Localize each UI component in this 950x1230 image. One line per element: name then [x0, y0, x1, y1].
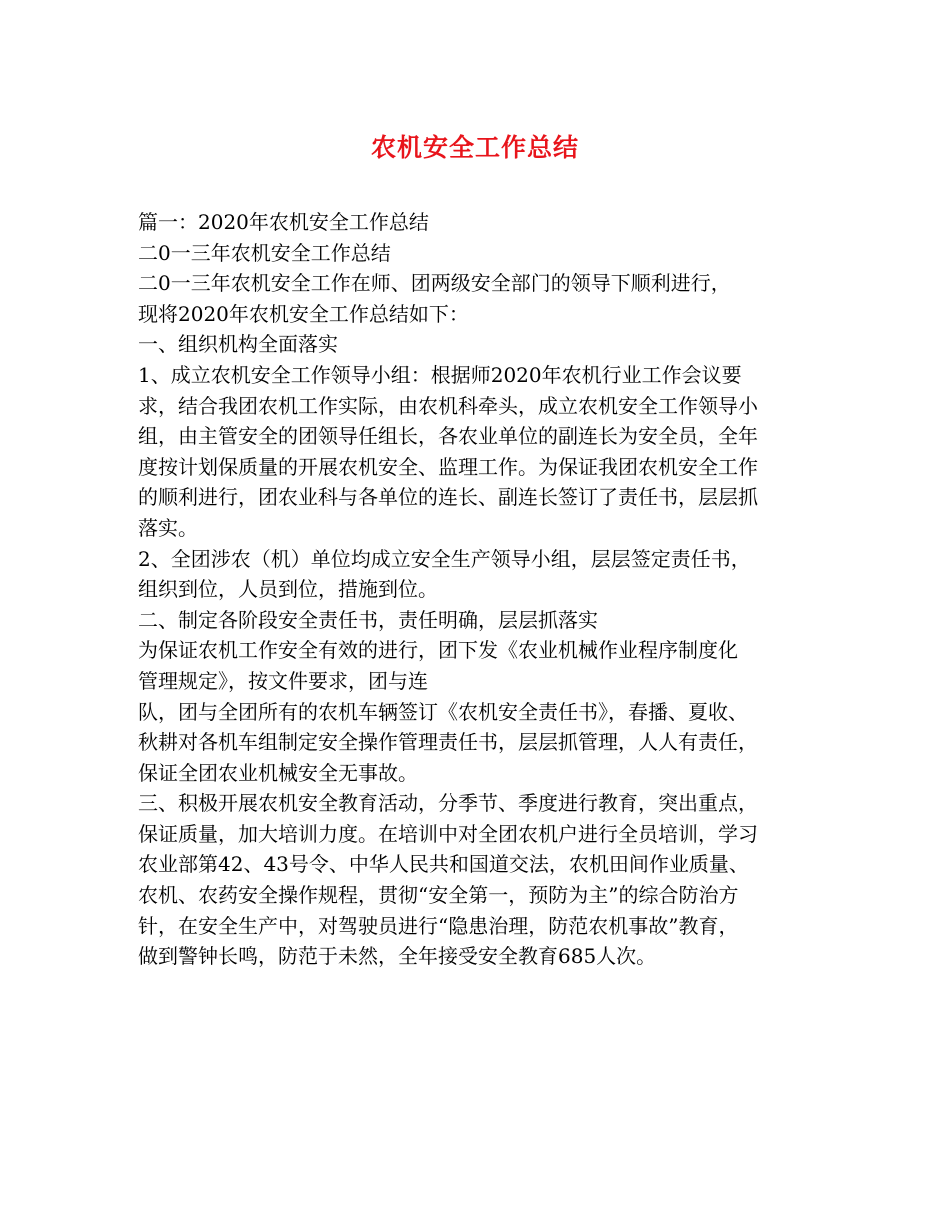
text-line: 农机、农药安全操作规程，贯彻“安全第一，预防为主”的综合防治方: [138, 883, 739, 908]
text-line: 三、积极开展农机安全教育活动，分季节、季度进行教育，突出重点，: [138, 791, 758, 816]
document-title: 农机安全工作总结: [370, 133, 579, 162]
text-line: 1、成立农机安全工作领导小组：根据师2020年农机行业工作会议要: [138, 362, 742, 387]
text-line: 队，团与全团所有的农机车辆签订《农机安全责任书》，春播、夏收、: [138, 699, 748, 724]
text-line: 针，在安全生产中，对驾驶员进行“隐患治理，防范农机事故”教育，: [138, 913, 739, 938]
text-line: 保证全团农业机械安全无事故。: [138, 760, 418, 785]
text-line: 组织到位，人员到位，措施到位。: [138, 577, 438, 602]
text-line: 落实。: [138, 515, 198, 540]
text-line: 做到警钟长鸣，防范于未然，全年接受安全教育685人次。: [138, 944, 657, 969]
text-line: 组，由主管安全的团领导任组长，各农业单位的副连长为安全员，全年: [138, 424, 758, 449]
text-line: 篇一：2020年农机安全工作总结: [138, 210, 429, 234]
text-line: 求，结合我团农机工作实际，由农机科牵头，成立农机安全工作领导小: [138, 393, 758, 418]
text-line: 秋耕对各机车组制定安全操作管理责任书，层层抓管理，人人有责任，: [138, 730, 758, 755]
text-line: 二0一三年农机安全工作总结: [138, 240, 391, 265]
text-line: 一、组织机构全面落实: [138, 332, 338, 357]
text-line: 2、全团涉农（机）单位均成立安全生产领导小组，层层签定责任书，: [138, 546, 751, 571]
text-line: 管理规定》，按文件要求，团与连: [138, 668, 428, 693]
text-line: 农业部第42、43号令、中华人民共和国道交法，农机田间作业质量、: [138, 852, 749, 877]
text-line: 二0一三年农机安全工作在师、团两级安全部门的领导下顺利进行，: [138, 271, 731, 296]
text-line: 二、制定各阶段安全责任书，责任明确，层层抓落实: [138, 607, 598, 632]
text-line: 现将2020年农机安全工作总结如下：: [138, 301, 469, 326]
document-body: [138, 207, 828, 972]
text-line: 的顺利进行，团农业科与各单位的连长、副连长签订了责任书，层层抓: [138, 485, 758, 510]
text-line: 度按计划保质量的开展农机安全、监理工作。为保证我团农机安全工作: [138, 454, 758, 479]
text-line: 保证质量，加大培训力度。在培训中对全团农机户进行全员培训，学习: [138, 821, 758, 846]
text-line: 为保证农机工作安全有效的进行，团下发《农业机械作业程序制度化: [138, 638, 738, 663]
